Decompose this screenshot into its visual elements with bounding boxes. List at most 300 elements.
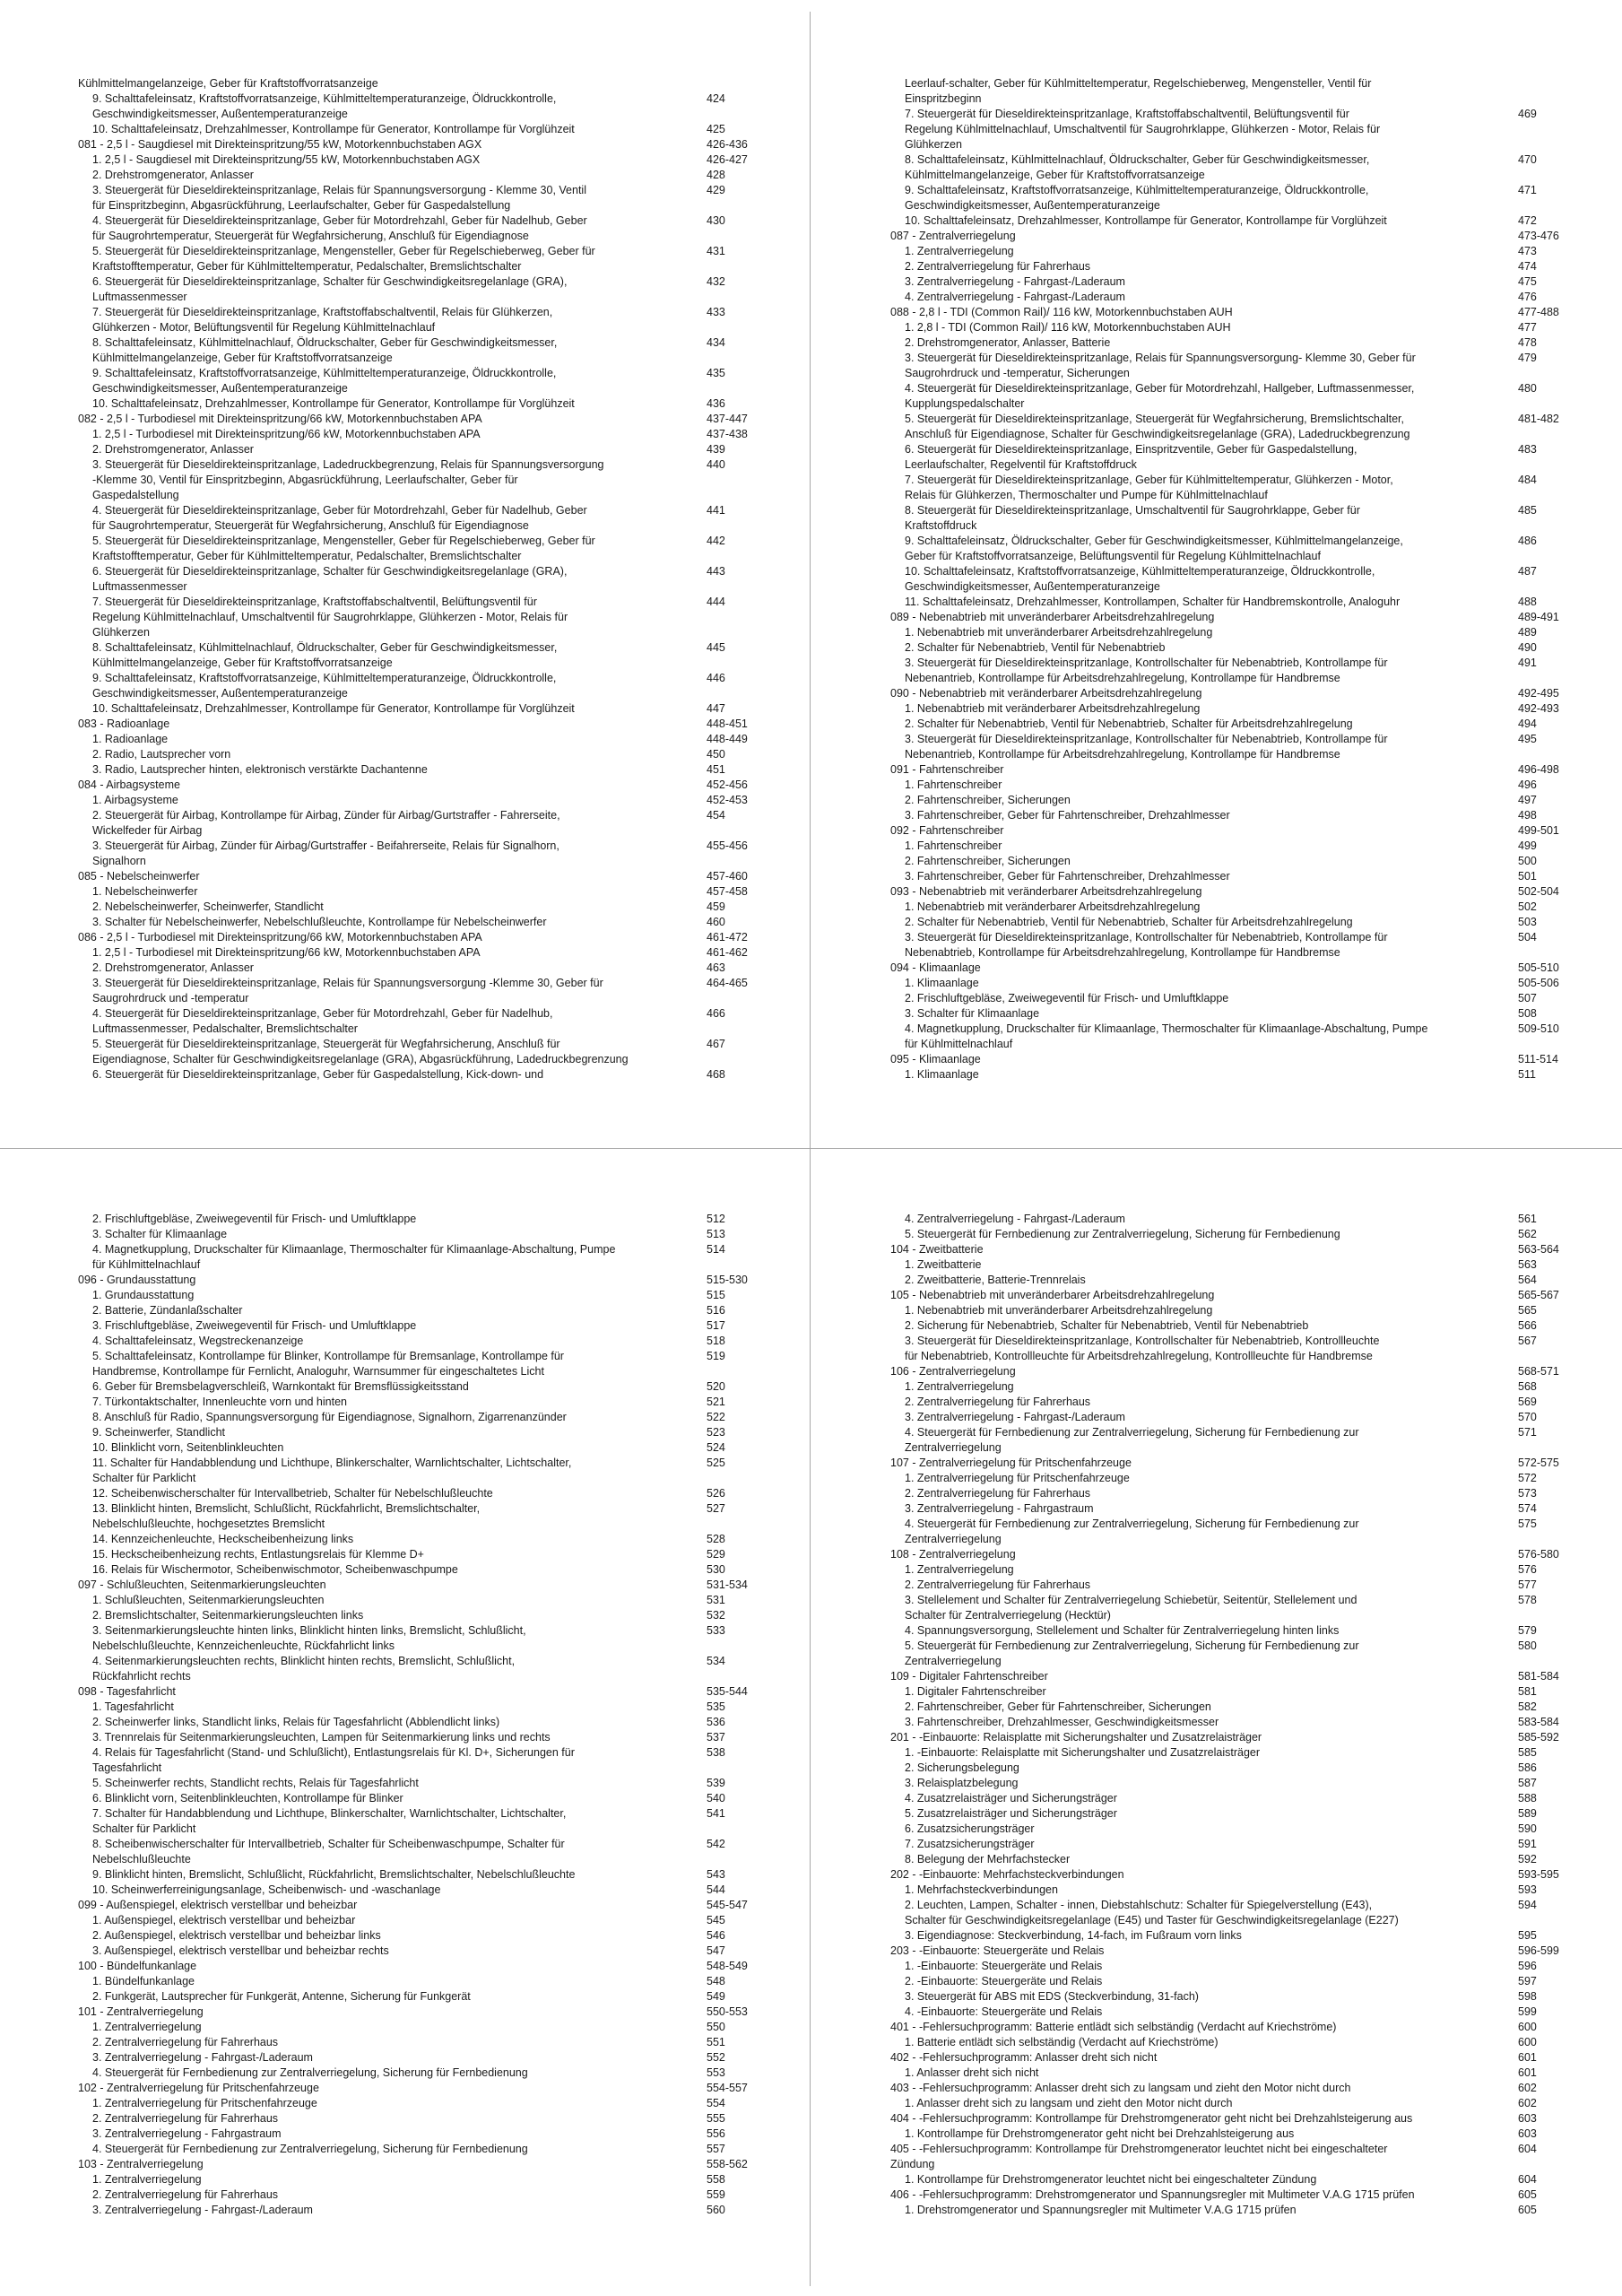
toc-section-heading xyxy=(78,76,795,91)
toc-entry xyxy=(890,1517,1608,1532)
toc-entry-text: 6. Geber für Bremsbelagverschleiß, Warnkontakt für Bremsflüssigkeitsstand xyxy=(92,1380,469,1393)
toc-page-number: 428 xyxy=(707,169,725,181)
toc-entry xyxy=(78,549,795,564)
toc-entry xyxy=(78,1022,795,1037)
toc-entry-text: 1. Außenspiegel, elektrisch verstellbar und beheizbar xyxy=(92,1914,356,1926)
toc-page-number: 481-482 xyxy=(1518,413,1559,425)
toc-entry xyxy=(890,1257,1608,1273)
toc-entry-text: 4. Steuergerät für Dieseldirekteinspritzanlage, Geber für Motordrehzahl, Geber für Nadelhub, xyxy=(92,1007,553,1020)
toc-entry-text: 403 - -Fehlersuchprogramm: Anlasser dreht sich zu langsam und zieht den Motor nicht durch xyxy=(890,2082,1351,2094)
toc-entry-text: 11. Schalttafeleinsatz, Drehzahlmesser, Kontrollampen, Schalter für Handbremskontrolle, Analoguhr xyxy=(905,596,1401,608)
toc-entry xyxy=(890,793,1608,808)
toc-entry-text: 5. Steuergerät für Dieseldirekteinspritzanlage, Steuergerät für Wegfahrsicherung, Anschluß für xyxy=(92,1038,560,1050)
toc-entry xyxy=(890,976,1608,991)
toc-entry-text: 3. Zentralverriegelung - Fahrgast-/Laderaum xyxy=(905,275,1125,288)
toc-entry-text: 3. Steuergerät für Dieseldirekteinspritzanlage, Ladedruckbegrenzung, Relais für Spannungsversorgung xyxy=(92,458,604,471)
toc-page-number: 492-495 xyxy=(1518,687,1559,700)
toc-entry xyxy=(78,259,795,274)
toc-entry xyxy=(78,900,795,915)
toc-section-heading xyxy=(78,2157,795,2172)
toc-entry-text: 3. Fahrtenschreiber, Drehzahlmesser, Geschwindigkeitsmesser xyxy=(905,1716,1219,1728)
toc-entry-text: 105 - Nebenabtrieb mit unveränderbarer Arbeitsdrehzahlregelung xyxy=(890,1289,1215,1301)
toc-page-number: 443 xyxy=(707,565,725,578)
toc-page-number: 437-447 xyxy=(707,413,748,425)
toc-entry-text: 081 - 2,5 l - Saugdiesel mit Direkteinspritzung/55 kW, Motorkennbuchstaben AGX xyxy=(78,138,482,151)
toc-entry-text: 10. Schalttafeleinsatz, Drehzahlmesser, Kontrollampe für Generator, Kontrollampe für Vorglühzeit xyxy=(92,702,575,715)
toc-entry xyxy=(890,1684,1608,1700)
toc-entry xyxy=(890,2005,1608,2020)
toc-entry-text: 6. Steuergerät für Dieseldirekteinspritzanlage, Schalter für Geschwindigkeitsregelanlage (GRA), xyxy=(92,275,568,288)
toc-page-number: 596 xyxy=(1518,1960,1537,1972)
toc-entry-text: Gaspedalstellung xyxy=(92,489,179,501)
page-top-right xyxy=(890,76,1608,1083)
toc-entry-text: Leerlauf-schalter, Geber für Kühlmitteltemperatur, Regelschieberweg, Mengensteller, Ventil für xyxy=(905,77,1372,90)
toc-entry-text: 090 - Nebenabtrieb mit veränderbarer Arbeitsdrehzahlregelung xyxy=(890,687,1202,700)
toc-section-heading xyxy=(890,1288,1608,1303)
toc-entry xyxy=(890,122,1608,137)
toc-page-number: 573 xyxy=(1518,1487,1537,1500)
toc-entry-text: 2. Schalter für Nebenabtrieb, Ventil für Nebenabtrieb, Schalter für Arbeitsdrehzahlregelung xyxy=(905,916,1353,928)
toc-page-number: 597 xyxy=(1518,1975,1537,1987)
toc-entry-text: Nebenantrieb, Kontrollampe für Arbeitsdrehzahlregelung, Kontrollampe für Handbremse xyxy=(905,672,1340,684)
toc-entry-text: 404 - -Fehlersuchprogramm: Kontrollampe für Drehstromgenerator geht nicht bei Drehzahlsteigerung aus xyxy=(890,2112,1413,2125)
toc-page-number: 600 xyxy=(1518,2036,1537,2048)
toc-page-number: 452-453 xyxy=(707,794,748,806)
toc-page-number: 498 xyxy=(1518,809,1537,822)
toc-section-heading xyxy=(78,1273,795,1288)
toc-page-number: 547 xyxy=(707,1944,725,1957)
toc-entry-text: für Saugrohrtemperatur, Steuergerät für Wegfahrsicherung, Anschluß für Eigendiagnose xyxy=(92,519,529,532)
toc-section-heading xyxy=(890,2111,1608,2126)
toc-entry xyxy=(78,1395,795,1410)
toc-entry-text: 1. Zentralverriegelung xyxy=(905,1380,1014,1393)
toc-entry xyxy=(890,1395,1608,1410)
toc-entry xyxy=(890,351,1608,366)
toc-page-number: 447 xyxy=(707,702,725,715)
toc-page-number: 560 xyxy=(707,2204,725,2216)
toc-page-number: 500 xyxy=(1518,855,1537,867)
toc-page-number: 490 xyxy=(1518,641,1537,654)
toc-entry xyxy=(890,457,1608,473)
toc-page-number: 434 xyxy=(707,336,725,349)
toc-entry xyxy=(78,2172,795,2187)
toc-entry-text: 6. Blinklicht vorn, Seitenblinkleuchten, Kontrollampe für Blinker xyxy=(92,1792,403,1805)
toc-entry-text: 3. Zentralverriegelung - Fahrgastraum xyxy=(905,1502,1094,1515)
toc-entry-text: 13. Blinklicht hinten, Bremslicht, Schlußlicht, Rückfahrlicht, Bremslichtschalter, xyxy=(92,1502,481,1515)
toc-entry-text: 1. Zentralverriegelung xyxy=(905,245,1014,257)
toc-entry xyxy=(78,595,795,610)
toc-page-number: 496-498 xyxy=(1518,763,1559,776)
toc-entry-text: 9. Blinklicht hinten, Bremslicht, Schlußlicht, Rückfahrlicht, Bremslichtschalter, Nebelschlußleuchte xyxy=(92,1868,576,1881)
toc-entry xyxy=(78,1913,795,1928)
toc-entry-text: 3. Außenspiegel, elektrisch verstellbar und beheizbar rechts xyxy=(92,1944,389,1957)
toc-page-number: 516 xyxy=(707,1304,725,1317)
toc-page-number: 562 xyxy=(1518,1228,1537,1240)
toc-entry-text: Kühlmittelmangelanzeige, Geber für Kraftstoffvorratsanzeige xyxy=(92,352,393,364)
toc-entry xyxy=(78,945,795,961)
toc-entry xyxy=(78,1715,795,1730)
toc-entry xyxy=(890,1593,1608,1608)
toc-entry xyxy=(890,290,1608,305)
toc-entry xyxy=(78,1776,795,1791)
toc-entry-text: 1. Kontrollampe für Drehstromgenerator geht nicht bei Drehzahlsteigerung aus xyxy=(905,2127,1295,2140)
toc-page-number: 525 xyxy=(707,1457,725,1469)
page-bottom-right xyxy=(890,1212,1608,2218)
toc-page-number: 435 xyxy=(707,367,725,379)
toc-entry-text: 2. -Einbauorte: Steuergeräte und Relais xyxy=(905,1975,1103,1987)
toc-entry xyxy=(890,1318,1608,1334)
toc-entry-text: 108 - Zentralverriegelung xyxy=(890,1548,1016,1561)
toc-entry xyxy=(890,107,1608,122)
toc-entry-text: 083 - Radioanlage xyxy=(78,718,170,730)
toc-entry-text: 2. Nebelscheinwerfer, Scheinwerfer, Standlicht xyxy=(92,900,324,913)
toc-entry xyxy=(78,244,795,259)
toc-entry xyxy=(78,2111,795,2126)
toc-page-number: 469 xyxy=(1518,108,1537,120)
toc-entry-text: 1. Kontrollampe für Drehstromgenerator leuchtet nicht bei eingeschalteter Zündung xyxy=(905,2173,1317,2186)
toc-entry xyxy=(890,671,1608,686)
toc-entry-text: 086 - 2,5 l - Turbodiesel mit Direkteinspritzung/66 kW, Motorkennbuchstaben APA xyxy=(78,931,482,944)
toc-entry-text: Schalter für Geschwindigkeitsregelanlage (E45) und Taster für Geschwindigkeitsregelanlage (E227) xyxy=(905,1914,1399,1926)
toc-page-number: 577 xyxy=(1518,1578,1537,1591)
toc-entry xyxy=(890,900,1608,915)
toc-entry xyxy=(78,2126,795,2142)
toc-entry xyxy=(890,534,1608,549)
toc-entry-text: 9. Scheinwerfer, Standlicht xyxy=(92,1426,225,1439)
toc-page-number: 530 xyxy=(707,1563,725,1576)
toc-entry-text: 1. Radioanlage xyxy=(92,733,169,745)
toc-entry xyxy=(78,1867,795,1883)
toc-section-heading xyxy=(78,930,795,945)
toc-entry-text: für Kühlmittelnachlauf xyxy=(905,1038,1013,1050)
toc-entry xyxy=(78,686,795,701)
toc-entry-text: 1. Zentralverriegelung xyxy=(92,2021,202,2033)
toc-page-number: 430 xyxy=(707,214,725,227)
toc-page-number: 557 xyxy=(707,2143,725,2155)
toc-page-number: 439 xyxy=(707,443,725,456)
toc-entry xyxy=(890,1959,1608,1974)
toc-entry xyxy=(890,1227,1608,1242)
toc-entry xyxy=(890,1532,1608,1547)
toc-page-number: 539 xyxy=(707,1777,725,1789)
toc-page-number: 437-438 xyxy=(707,428,748,440)
toc-page-number: 526 xyxy=(707,1487,725,1500)
toc-page-number: 511 xyxy=(1518,1068,1536,1081)
toc-entry-text: 092 - Fahrtenschreiber xyxy=(890,824,1004,837)
toc-entry xyxy=(890,656,1608,671)
toc-entry xyxy=(78,488,795,503)
toc-page-number: 555 xyxy=(707,2112,725,2125)
toc-entry-text: Wickelfeder für Airbag xyxy=(92,824,203,837)
toc-entry xyxy=(890,137,1608,152)
toc-entry-text: 2. Zentralverriegelung für Fahrerhaus xyxy=(92,2188,279,2201)
toc-entry-text: 12. Scheibenwischerschalter für Intervallbetrieb, Schalter für Nebelschlußleuchte xyxy=(92,1487,493,1500)
toc-entry-text: Relais für Glühkerzen, Thermoschalter und Pumpe für Kühlmittelnachlauf xyxy=(905,489,1268,501)
toc-entry-text: 1. Fahrtenschreiber xyxy=(905,839,1002,852)
toc-entry xyxy=(78,656,795,671)
toc-entry-text: 4. Steuergerät für Dieseldirekteinspritzanlage, Geber für Motordrehzahl, Hallgeber, Luftmassenmesser, xyxy=(905,382,1415,395)
toc-entry xyxy=(890,1806,1608,1822)
toc-entry-text: 094 - Klimaanlage xyxy=(890,961,981,974)
toc-entry-text: Schalter für Parklicht xyxy=(92,1472,196,1484)
toc-entry-text: Zentralverriegelung xyxy=(905,1533,1002,1545)
toc-page-number: 532 xyxy=(707,1609,725,1622)
toc-entry xyxy=(78,1547,795,1562)
toc-entry xyxy=(78,839,795,854)
toc-page-number: 585 xyxy=(1518,1746,1537,1759)
toc-entry xyxy=(78,2020,795,2035)
toc-entry xyxy=(78,183,795,198)
toc-page-number: 518 xyxy=(707,1335,725,1347)
toc-entry-text: 2. Außenspiegel, elektrisch verstellbar und beheizbar links xyxy=(92,1929,381,1942)
toc-entry-text: 10. Schalttafeleinsatz, Drehzahlmesser, Kontrollampe für Generator, Kontrollampe für Vorglühzeit xyxy=(92,123,575,135)
toc-entry-text: 5. Steuergerät für Dieseldirekteinspritzanlage, Mengensteller, Geber für Regelschieberweg, Geber für xyxy=(92,245,595,257)
toc-entry-text: 5. Schalttafeleinsatz, Kontrollampe für Blinker, Kontrollampe für Bremsanlage, Kontrollampe für xyxy=(92,1350,564,1362)
toc-entry xyxy=(78,168,795,183)
toc-page-number: 531-534 xyxy=(707,1578,748,1591)
toc-entry xyxy=(78,793,795,808)
toc-entry-text: 405 - -Fehlersuchprogramm: Kontrollampe für Drehstromgenerator leuchtet nicht bei eingeschalteter xyxy=(890,2143,1388,2155)
toc-entry xyxy=(78,1006,795,1022)
toc-page-number: 473-476 xyxy=(1518,230,1559,242)
toc-page-number: 531 xyxy=(707,1594,725,1606)
toc-page-number: 542 xyxy=(707,1838,725,1850)
toc-entry xyxy=(78,91,795,107)
toc-page-number: 534 xyxy=(707,1655,725,1667)
toc-entry-text: 11. Schalter für Handabblendung und Lichthupe, Blinkerschalter, Warnlichtschalter, Lichtschalter, xyxy=(92,1457,572,1469)
toc-entry-text: 1. Fahrtenschreiber xyxy=(905,778,1002,791)
toc-page-number: 478 xyxy=(1518,336,1537,349)
toc-entry xyxy=(78,351,795,366)
toc-entry-text: 7. Türkontaktschalter, Innenleuchte vorn und hinten xyxy=(92,1396,347,1408)
toc-entry xyxy=(78,1303,795,1318)
toc-entry xyxy=(890,1440,1608,1456)
toc-entry-text: 3. Steuergerät für Dieseldirekteinspritzanlage, Kontrollschalter für Nebenabtrieb, Kontrollampe für xyxy=(905,931,1388,944)
toc-entry-text: 2. Scheinwerfer links, Standlicht links, Relais für Tagesfahrlicht (Abblendlicht links) xyxy=(92,1716,500,1728)
toc-page-number: 511-514 xyxy=(1518,1053,1558,1065)
toc-entry xyxy=(78,107,795,122)
toc-page-number: 426-436 xyxy=(707,138,748,151)
toc-entry-text: 2. Fahrtenschreiber, Sicherungen xyxy=(905,794,1071,806)
toc-entry-text: Nebelschlußleuchte xyxy=(92,1853,191,1866)
toc-page-number: 574 xyxy=(1518,1502,1537,1515)
toc-entry-text: 2. Zentralverriegelung für Fahrerhaus xyxy=(905,1578,1091,1591)
toc-page-number: 475 xyxy=(1518,275,1537,288)
toc-page-number: 569 xyxy=(1518,1396,1537,1408)
toc-page-number: 575 xyxy=(1518,1518,1537,1530)
toc-entry-text: Glühkerzen - Motor, Belüftungsventil für Regelung Kühlmittelnachlauf xyxy=(92,321,436,334)
toc-page-number: 594 xyxy=(1518,1899,1537,1911)
toc-page-number: 602 xyxy=(1518,2082,1537,2094)
toc-page-number: 605 xyxy=(1518,2204,1537,2216)
toc-entry xyxy=(78,2142,795,2157)
toc-page-number: 592 xyxy=(1518,1853,1537,1866)
toc-entry-text: 2. Fahrtenschreiber, Sicherungen xyxy=(905,855,1071,867)
toc-entry xyxy=(78,1822,795,1837)
toc-entry-text: 1. Klimaanlage xyxy=(905,1068,979,1081)
toc-page-number: 603 xyxy=(1518,2127,1537,2140)
toc-section-heading xyxy=(890,1669,1608,1684)
toc-entry xyxy=(78,671,795,686)
toc-entry xyxy=(890,427,1608,442)
toc-entry xyxy=(78,457,795,473)
toc-page-number: 489-491 xyxy=(1518,611,1559,623)
toc-entry-text: 9. Schalttafeleinsatz, Kraftstoffvorratsanzeige, Kühlmitteltemperaturanzeige, Öldruckkontrolle, xyxy=(92,92,557,105)
toc-page-number: 596-599 xyxy=(1518,1944,1559,1957)
toc-entry xyxy=(890,1303,1608,1318)
toc-entry xyxy=(78,427,795,442)
toc-entry xyxy=(78,213,795,229)
toc-entry xyxy=(890,2096,1608,2111)
toc-entry xyxy=(78,579,795,595)
toc-entry xyxy=(890,991,1608,1006)
toc-entry-text: 2. Drehstromgenerator, Anlasser xyxy=(92,443,254,456)
toc-entry-text: Kupplungspedalschalter xyxy=(905,397,1025,410)
toc-section-heading xyxy=(890,1456,1608,1471)
toc-section-heading xyxy=(78,869,795,884)
toc-entry xyxy=(78,2203,795,2218)
toc-entry-text: 1. Batterie entlädt sich selbständig (Verdacht auf Kriechströme) xyxy=(905,2036,1219,2048)
toc-entry xyxy=(890,503,1608,518)
toc-entry-text: 1. Anlasser dreht sich nicht xyxy=(905,2066,1039,2079)
toc-page-number: 602 xyxy=(1518,2097,1537,2109)
toc-page-number: 441 xyxy=(707,504,725,517)
toc-page-number: 515 xyxy=(707,1289,725,1301)
toc-entry-text: 2. Batterie, Zündanlaßschalter xyxy=(92,1304,243,1317)
toc-entry xyxy=(78,2066,795,2081)
toc-entry-text: 4. Spannungsversorgung, Stellelement und Schalter für Zentralverriegelung hinten links xyxy=(905,1624,1340,1637)
toc-entry xyxy=(890,915,1608,930)
toc-page-number: 558-562 xyxy=(707,2158,748,2170)
toc-entry-text: 1. Nebenabtrieb mit unveränderbarer Arbeitsdrehzahlregelung xyxy=(905,1304,1213,1317)
toc-entry xyxy=(78,473,795,488)
toc-entry-text: 4. Zusatzrelaisträger und Sicherungsträger xyxy=(905,1792,1117,1805)
toc-page-number: 563 xyxy=(1518,1258,1537,1271)
toc-page-number: 471 xyxy=(1518,184,1537,196)
toc-page-number: 463 xyxy=(707,961,725,974)
toc-entry xyxy=(890,1273,1608,1288)
toc-entry-text: 3. Zentralverriegelung - Fahrgastraum xyxy=(92,2127,282,2140)
toc-entry-text: 2. Schalter für Nebenabtrieb, Ventil für Nebenabtrieb, Schalter für Arbeitsdrehzahlregelung xyxy=(905,718,1353,730)
toc-entry-text: Luftmassenmesser xyxy=(92,291,187,303)
toc-page-number: 503 xyxy=(1518,916,1537,928)
toc-entry-text: 1. Tagesfahrlicht xyxy=(92,1700,174,1713)
toc-entry xyxy=(890,1974,1608,1989)
toc-page-number: 479 xyxy=(1518,352,1537,364)
toc-entry xyxy=(890,808,1608,823)
toc-entry xyxy=(78,1456,795,1471)
toc-page-number: 461-462 xyxy=(707,946,748,959)
toc-entry xyxy=(890,1578,1608,1593)
toc-entry-text: 5. Steuergerät für Dieseldirekteinspritzanlage, Mengensteller, Geber für Regelschieberweg, Geber für xyxy=(92,535,595,547)
toc-page-number: 499 xyxy=(1518,839,1537,852)
toc-entry-text: 4. Seitenmarkierungsleuchten rechts, Blinklicht hinten rechts, Bremslicht, Schlußlicht, xyxy=(92,1655,516,1667)
toc-page-number: 505-510 xyxy=(1518,961,1559,974)
toc-section-heading xyxy=(890,1730,1608,1745)
toc-entry-text: 3. Zentralverriegelung - Fahrgast-/Laderaum xyxy=(92,2204,313,2216)
toc-entry xyxy=(890,1852,1608,1867)
toc-entry xyxy=(890,1639,1608,1654)
toc-page-number: 487 xyxy=(1518,565,1537,578)
toc-page-number: 432 xyxy=(707,275,725,288)
toc-entry-text: Geber für Kraftstoffvorratsanzeige, Belüftungsventil für Regelung Kühlmittelnachlauf xyxy=(905,550,1321,562)
toc-entry-text: Luftmassenmesser xyxy=(92,580,187,593)
toc-page-number: 480 xyxy=(1518,382,1537,395)
toc-entry-text: 3. Stellelement und Schalter für Zentralverriegelung Schiebetür, Seitentür, Stellelement und xyxy=(905,1594,1357,1606)
toc-page-number: 461-472 xyxy=(707,931,748,944)
toc-page-number: 472 xyxy=(1518,214,1537,227)
toc-page-number: 528 xyxy=(707,1533,725,1545)
toc-entry-text: 1. Bündelfunkanlage xyxy=(92,1975,195,1987)
toc-entry xyxy=(78,1212,795,1227)
toc-entry-text: 104 - Zweitbatterie xyxy=(890,1243,984,1256)
toc-page-number: 457-460 xyxy=(707,870,748,883)
toc-entry-text: 106 - Zentralverriegelung xyxy=(890,1365,1016,1378)
toc-entry-text: 1. 2,5 l - Turbodiesel mit Direkteinspritzung/66 kW, Motorkennbuchstaben APA xyxy=(92,946,481,959)
toc-page-number: 604 xyxy=(1518,2173,1537,2186)
toc-section-heading xyxy=(890,1944,1608,1959)
toc-entry xyxy=(890,595,1608,610)
toc-page-number: 488 xyxy=(1518,596,1537,608)
toc-entry-text: Zentralverriegelung xyxy=(905,1441,1002,1454)
toc-page-number: 444 xyxy=(707,596,725,608)
toc-entry-text: 3. Steuergerät für Airbag, Zünder für Airbag/Gurtstraffer - Beifahrerseite, Relais für Signalhorn, xyxy=(92,839,559,852)
toc-page-number: 514 xyxy=(707,1243,725,1256)
toc-entry xyxy=(78,1517,795,1532)
toc-entry-text: 3. Fahrtenschreiber, Geber für Fahrtenschreiber, Drehzahlmesser xyxy=(905,809,1230,822)
toc-entry-text: 7. Steuergerät für Dieseldirekteinspritzanlage, Kraftstoffabschaltventil, Belüftungsventil für xyxy=(92,596,537,608)
toc-entry xyxy=(78,1501,795,1517)
toc-entry-text: Anschluß für Eigendiagnose, Schalter für Geschwindigkeitsregelanlage (GRA), Ladedruckbegrenzung xyxy=(905,428,1410,440)
toc-page-number: 451 xyxy=(707,763,725,776)
toc-entry xyxy=(78,1067,795,1083)
toc-page-number: 486 xyxy=(1518,535,1537,547)
toc-entry-text: 5. Zusatzrelaisträger und Sicherungsträger xyxy=(905,1807,1117,1820)
toc-entry-text: 4. Zentralverriegelung - Fahrgast-/Laderaum xyxy=(905,291,1125,303)
toc-page-number: 558 xyxy=(707,2173,725,2186)
toc-entry xyxy=(890,183,1608,198)
toc-entry xyxy=(890,335,1608,351)
toc-page-number: 492-493 xyxy=(1518,702,1559,715)
toc-page-number: 589 xyxy=(1518,1807,1537,1820)
toc-entry-text: 6. Zusatzsicherungsträger xyxy=(905,1822,1035,1835)
toc-entry xyxy=(890,854,1608,869)
toc-entry-text: 7. Zusatzsicherungsträger xyxy=(905,1838,1035,1850)
toc-entry-text: 1. -Einbauorte: Relaisplatte mit Sicherungshalter und Zusatzrelaisträger xyxy=(905,1746,1261,1759)
toc-page-number: 535 xyxy=(707,1700,725,1713)
toc-page-number: 581-584 xyxy=(1518,1670,1559,1683)
toc-page-number: 507 xyxy=(1518,992,1537,1004)
toc-entry xyxy=(78,2096,795,2111)
toc-page-number: 431 xyxy=(707,245,725,257)
toc-entry-text: 6. Steuergerät für Dieseldirekteinspritzanlage, Schalter für Geschwindigkeitsregelanlage (GRA), xyxy=(92,565,568,578)
toc-page-number: 545 xyxy=(707,1914,725,1926)
toc-section-heading xyxy=(78,412,795,427)
toc-entry-text: 7. Steuergerät für Dieseldirekteinspritzanlage, Kraftstoffabschaltventil, Relais für Glühkerzen, xyxy=(92,306,553,318)
toc-entry-text: 9. Schalttafeleinsatz, Kraftstoffvorratsanzeige, Kühlmitteltemperaturanzeige, Öldruckkontrolle, xyxy=(92,367,557,379)
toc-section-heading xyxy=(78,1959,795,1974)
toc-page-number: 591 xyxy=(1518,1838,1537,1850)
toc-entry-text: 10. Schalttafeleinsatz, Drehzahlmesser, Kontrollampe für Generator, Kontrollampe für Vorglühzeit xyxy=(905,214,1387,227)
toc-entry-text: 406 - -Fehlersuchprogramm: Drehstromgenerator und Spannungsregler mit Multimeter V.A.G 1715 prüfen xyxy=(890,2188,1415,2201)
toc-entry xyxy=(78,442,795,457)
toc-entry xyxy=(890,1989,1608,2005)
toc-page-number: 548-549 xyxy=(707,1960,748,1972)
toc-section-heading xyxy=(890,686,1608,701)
toc-entry xyxy=(78,1944,795,1959)
toc-section-heading xyxy=(890,823,1608,839)
toc-entry-text: 2. Zentralverriegelung für Fahrerhaus xyxy=(92,2036,279,2048)
